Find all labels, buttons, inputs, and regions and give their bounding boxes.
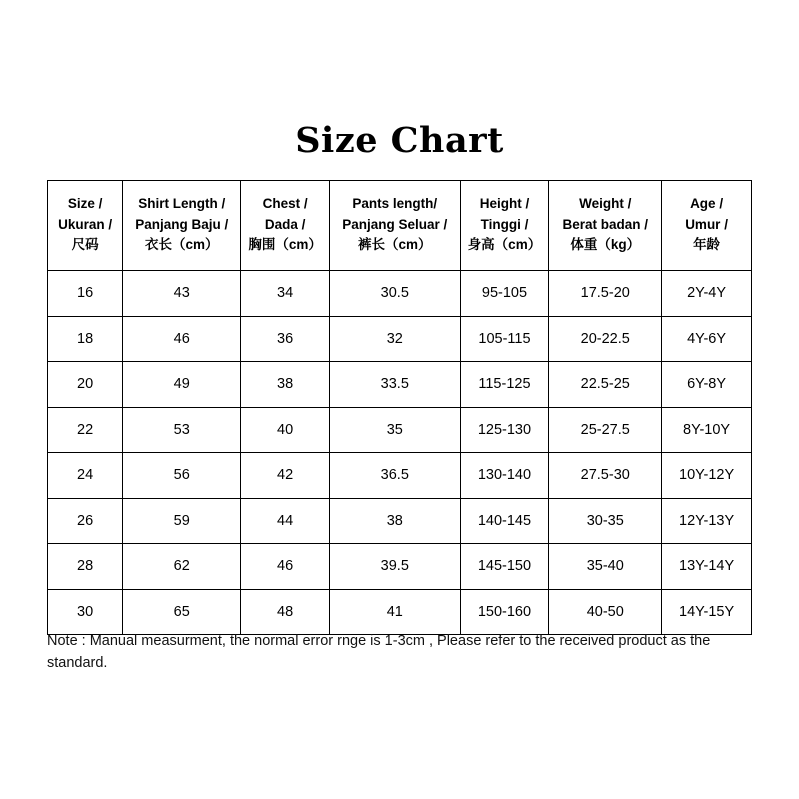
header-line: Chest / bbox=[262, 195, 308, 211]
column-header-age bbox=[662, 181, 752, 271]
cell-age: 8Y-10Y bbox=[662, 407, 752, 453]
cell-age: 12Y-13Y bbox=[662, 498, 752, 544]
cell-chest: 42 bbox=[241, 453, 330, 499]
page-title: Size Chart bbox=[295, 120, 504, 161]
table-row bbox=[48, 271, 752, 317]
header-line: Tinggi / bbox=[480, 216, 529, 232]
cell-age: 14Y-15Y bbox=[662, 589, 752, 635]
header-line: Umur / bbox=[685, 216, 728, 232]
header-line: Age / bbox=[690, 195, 724, 211]
cell-height: 105-115 bbox=[460, 316, 549, 362]
header-line: 年龄 bbox=[693, 237, 721, 253]
cell-shirt-length: 49 bbox=[123, 362, 241, 408]
header-line: 衣长（cm） bbox=[144, 237, 219, 253]
header-line: Pants length/ bbox=[352, 195, 438, 211]
header-line: 身高（cm） bbox=[467, 237, 542, 253]
size-chart-table-wrapper bbox=[47, 180, 752, 635]
cell-weight: 40-50 bbox=[549, 589, 662, 635]
table-row bbox=[48, 589, 752, 635]
cell-weight: 27.5-30 bbox=[549, 453, 662, 499]
measurement-note: Note : Manual measurment, the normal error rnge is 1-3cm , Please refer to the received product as the standard. bbox=[47, 633, 711, 672]
cell-weight: 25-27.5 bbox=[549, 407, 662, 453]
cell-weight: 20-22.5 bbox=[549, 316, 662, 362]
header-line: Panjang Seluar / bbox=[342, 216, 448, 232]
header-line: Berat badan / bbox=[562, 216, 648, 232]
column-header-weight bbox=[549, 181, 662, 271]
table-row bbox=[48, 407, 752, 453]
cell-size: 26 bbox=[48, 498, 123, 544]
cell-pants-length: 32 bbox=[330, 316, 461, 362]
table-header bbox=[48, 181, 752, 271]
column-header-shirt-length bbox=[123, 181, 241, 271]
cell-shirt-length: 46 bbox=[123, 316, 241, 362]
cell-weight: 35-40 bbox=[549, 544, 662, 590]
cell-age: 4Y-6Y bbox=[662, 316, 752, 362]
cell-chest: 38 bbox=[241, 362, 330, 408]
column-header-pants-length bbox=[330, 181, 461, 271]
cell-chest: 40 bbox=[241, 407, 330, 453]
header-line: 尺码 bbox=[71, 237, 99, 253]
cell-size: 22 bbox=[48, 407, 123, 453]
cell-shirt-length: 59 bbox=[123, 498, 241, 544]
column-header-height bbox=[460, 181, 549, 271]
cell-chest: 36 bbox=[241, 316, 330, 362]
cell-shirt-length: 56 bbox=[123, 453, 241, 499]
cell-size: 30 bbox=[48, 589, 123, 635]
header-line: 胸围（cm） bbox=[248, 237, 322, 253]
cell-size: 18 bbox=[48, 316, 123, 362]
table-body bbox=[48, 271, 752, 635]
header-line: Dada / bbox=[264, 216, 306, 232]
cell-shirt-length: 53 bbox=[123, 407, 241, 453]
cell-age: 10Y-12Y bbox=[662, 453, 752, 499]
header-line: 体重（kg） bbox=[570, 237, 641, 253]
header-line: 裤长（cm） bbox=[358, 237, 432, 253]
header-line: Height / bbox=[479, 195, 530, 211]
cell-chest: 48 bbox=[241, 589, 330, 635]
cell-shirt-length: 43 bbox=[123, 271, 241, 317]
column-header-size bbox=[48, 181, 123, 271]
header-line: Ukuran / bbox=[58, 216, 113, 232]
column-header-chest bbox=[241, 181, 330, 271]
cell-pants-length: 33.5 bbox=[330, 362, 461, 408]
cell-shirt-length: 65 bbox=[123, 589, 241, 635]
cell-weight: 17.5-20 bbox=[549, 271, 662, 317]
cell-pants-length: 30.5 bbox=[330, 271, 461, 317]
header-line: Size / bbox=[67, 195, 103, 211]
cell-height: 130-140 bbox=[460, 453, 549, 499]
table-row bbox=[48, 453, 752, 499]
header-line: Shirt Length / bbox=[138, 195, 226, 211]
table-row bbox=[48, 316, 752, 362]
cell-chest: 46 bbox=[241, 544, 330, 590]
cell-pants-length: 38 bbox=[330, 498, 461, 544]
cell-size: 24 bbox=[48, 453, 123, 499]
cell-pants-length: 35 bbox=[330, 407, 461, 453]
cell-weight: 30-35 bbox=[549, 498, 662, 544]
cell-pants-length: 36.5 bbox=[330, 453, 461, 499]
table-row bbox=[48, 544, 752, 590]
table-row bbox=[48, 362, 752, 408]
cell-age: 13Y-14Y bbox=[662, 544, 752, 590]
cell-chest: 44 bbox=[241, 498, 330, 544]
cell-height: 145-150 bbox=[460, 544, 549, 590]
table-row bbox=[48, 498, 752, 544]
cell-chest: 34 bbox=[241, 271, 330, 317]
size-chart-table bbox=[47, 180, 752, 635]
cell-pants-length: 41 bbox=[330, 589, 461, 635]
cell-age: 6Y-8Y bbox=[662, 362, 752, 408]
cell-size: 16 bbox=[48, 271, 123, 317]
cell-size: 28 bbox=[48, 544, 123, 590]
cell-shirt-length: 62 bbox=[123, 544, 241, 590]
cell-age: 2Y-4Y bbox=[662, 271, 752, 317]
table-header-row bbox=[48, 181, 752, 271]
cell-pants-length: 39.5 bbox=[330, 544, 461, 590]
cell-height: 95-105 bbox=[460, 271, 549, 317]
cell-weight: 22.5-25 bbox=[549, 362, 662, 408]
header-line: Weight / bbox=[579, 195, 632, 211]
cell-height: 140-145 bbox=[460, 498, 549, 544]
cell-size: 20 bbox=[48, 362, 123, 408]
cell-height: 150-160 bbox=[460, 589, 549, 635]
header-line: Panjang Baju / bbox=[135, 216, 229, 232]
cell-height: 115-125 bbox=[460, 362, 549, 408]
cell-height: 125-130 bbox=[460, 407, 549, 453]
